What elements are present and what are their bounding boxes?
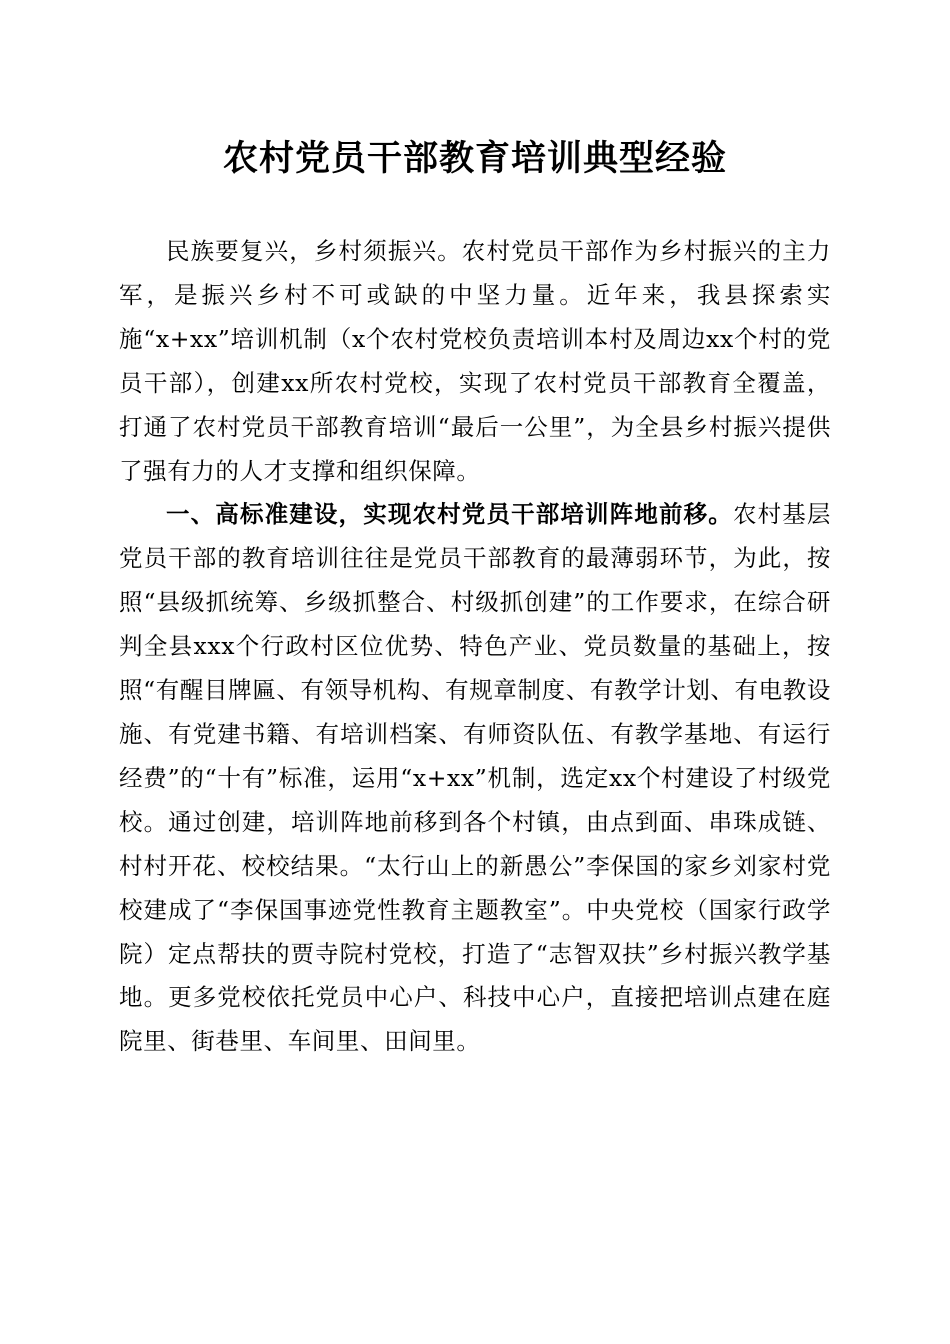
section-1-paragraph: [119, 493, 831, 1064]
section-1-heading: 一、高标准建设，实现农村党员干部培训阵地前移。: [166, 500, 733, 529]
document-body: [119, 230, 831, 1064]
intro-paragraph: 民族要复兴，乡村须振兴。农村党员干部作为乡村振兴的主力军，是振兴乡村不可或缺的中坚力量。近年来，我县探索实施“x+xx”培训机制（x个农村党校负责培训本村及周边xx个村的党员干部），创建xx所农村党校，实现了农村党员干部教育全覆盖，打通了农村党员干部教育培训“最后一公里”，为全县乡村振兴提供了强有力的人才支撑和组织保障。: [119, 237, 831, 485]
document-title: 农村党员干部教育培训典型经验: [222, 138, 727, 179]
section-1-body: 农村基层党员干部的教育培训往往是党员干部教育的最薄弱环节，为此，按照“县级抓统筹、乡级抓整合、村级抓创建”的工作要求，在综合研判全县xxx个行政村区位优势、特色产业、党员数量的基础上，按照“有醒目牌匾、有领导机构、有规章制度、有教学计划、有电教设施、有党建书籍、有培训档案、有师资队伍、有教学基地、有运行经费”的“十有”标准，运用“x+xx”机制，选定xx个村建设了村级党校。通过创建，培训阵地前移到各个村镇，由点到面、串珠成链、村村开花、校校结果。“太行山上的新愚公”李保国的家乡刘家村党校建成了“李保国事迹党性教育主题教室”。中央党校（国家行政学院）定点帮扶的贾寺院村党校，打造了“志智双扶”乡村振兴教学基地。更多党校依托党员中心户、科技中心户，直接把培训点建在庭院里、街巷里、车间里、田间里。: [119, 500, 831, 1056]
